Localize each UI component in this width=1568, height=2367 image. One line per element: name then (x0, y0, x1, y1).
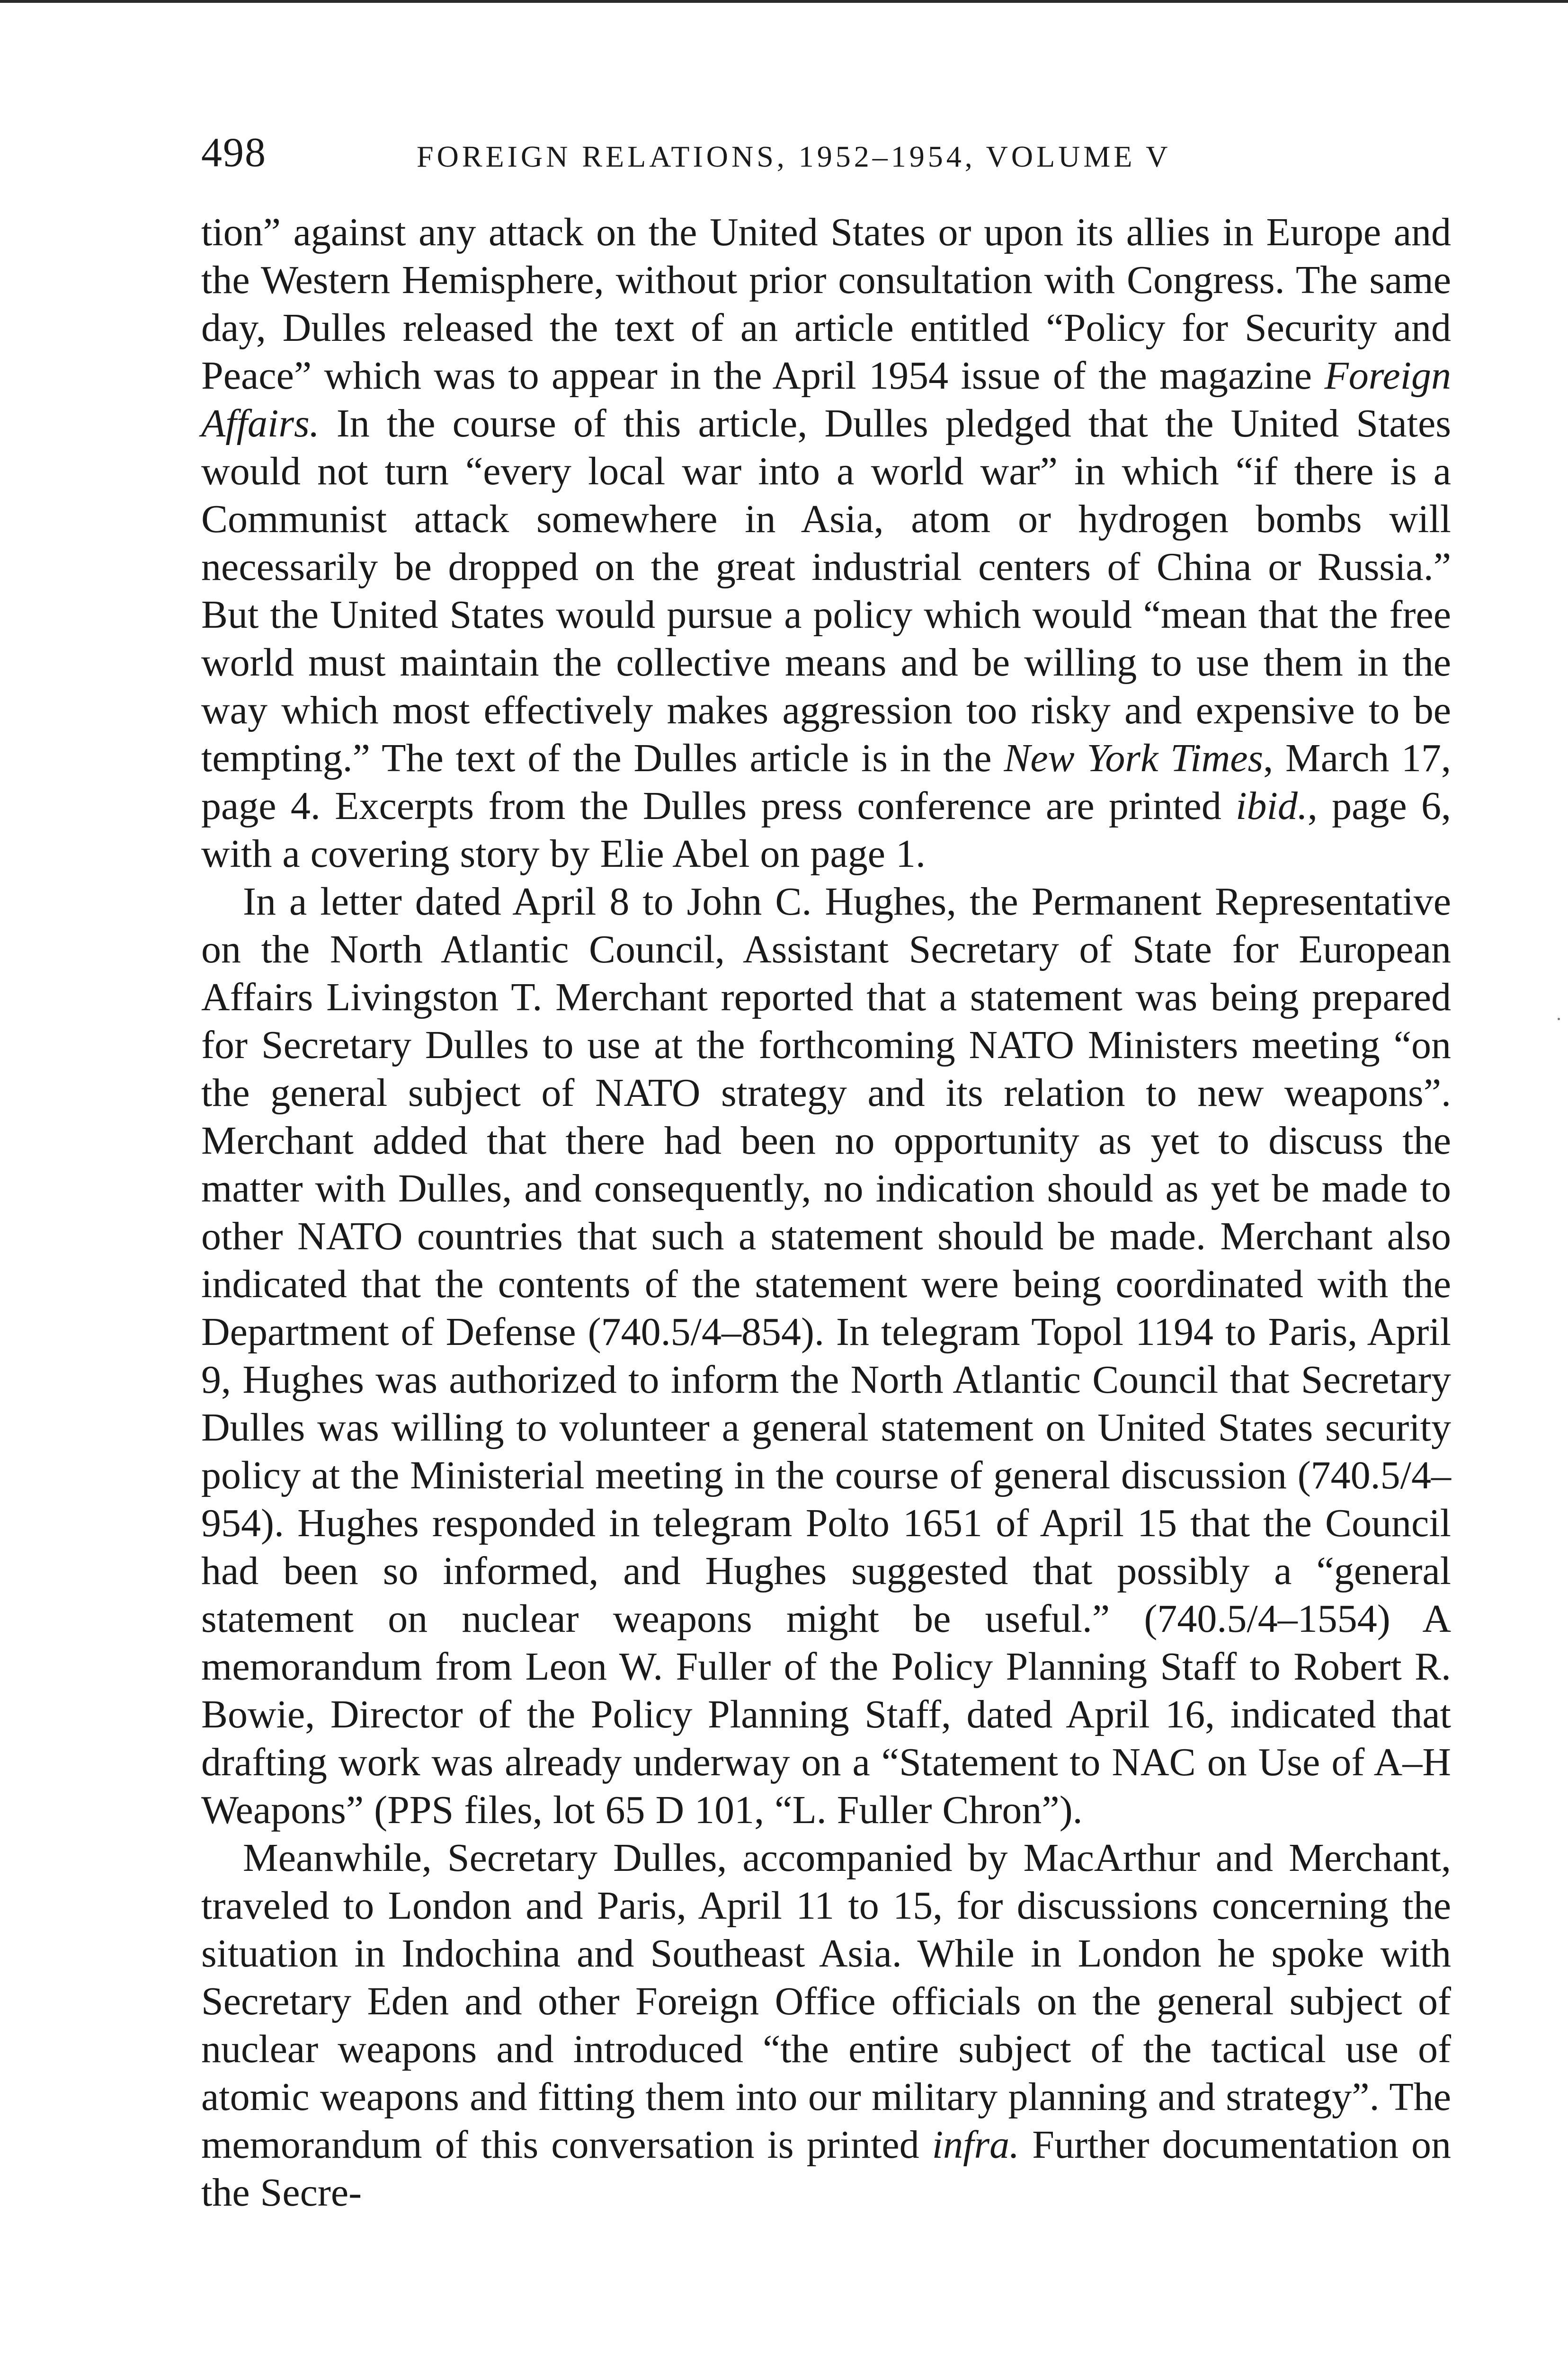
paragraph-1 (201, 208, 1451, 878)
paragraph-1-text-b: In the course of this article, Dulles pledged that the United States would not turn “every local war into a world war” in which “if there is a Communist attack somewhere in Asia, atom or hydrogen bombs will necessarily be dropped on the great industrial centers of China or Russia.” But the United States would pursue a policy which would “mean that the free world must maintain the collective means and be willing to use them in the way which most effectively makes aggression too risky and expensive to be tempting.” The text of the Dulles article is in the (201, 401, 1451, 780)
paragraph-3-text-a: Meanwhile, Secretary Dulles, accompanied by MacArthur and Merchant, traveled to London and Paris, April 11 to 15, for discussions concerning the situation in Indochina and Southeast Asia. While in London he spoke with Secretary Eden and other Foreign Office officials on the general subject of nuclear weapons and introduced “the entire subject of the tactical use of atomic weapons and fitting them into our military planning and strategy”. The memorandum of this conversation is printed (201, 1836, 1451, 2167)
scan-speck (1558, 1018, 1560, 1020)
paragraph-1-text-a: tion” against any attack on the United States or upon its allies in Europe and the Western Hemisphere, without prior consultation with Congress. The same day, Dulles released the text of an article entitled “Policy for Security and Peace” which was to appear in the April 1954 issue of the magazine (201, 210, 1451, 398)
foreign-affairs-title: Foreign Affairs. (201, 354, 1451, 445)
paragraph-3-text-b: Further documentation on the Secre- (201, 2123, 1452, 2215)
paragraph-2: In a letter dated April 8 to John C. Hughes, the Permanent Representative on the North Atlantic Council, Assistant Secretary of State for European Affairs Livingston T. Merchant reported that a statement was being prepared for Secretary Dulles to use at the forthcoming NATO Ministers meeting “on the general subject of NATO strategy and its relation to new weapons”. Merchant added that there had been no opportunity as yet to discuss the matter with Dulles, and consequently, no indication should as yet be made to other NATO countries that such a statement should be made. Merchant also indicated that the contents of the statement were being coordinated with the Department of Defense (740.5/4–854). In telegram Topol 1194 to Paris, April 9, Hughes was authorized to inform the North Atlantic Council that Secretary Dulles was willing to volunteer a general statement on United States security policy at the Ministerial meeting in the course of general discussion (740.5/4–954). Hughes responded in telegram Polto 1651 of April 15 that the Council had been so informed, and Hughes suggested that possibly a “general statement on nuclear weapons might be useful.” (740.5/4–1554) A memorandum from Leon W. Fuller of the Policy Planning Staff to Robert R. Bowie, Director of the Policy Planning Staff, dated April 16, indicated that drafting work was already underway on a “Statement to NAC on Use of A–H Weapons” (PPS files, lot 65 D 101, “L. Fuller Chron”). (201, 880, 1451, 1832)
infra-reference: infra. (932, 2123, 1020, 2167)
paragraph-1-text-c: , March 17, page 4. Excerpts from the Dulles press conference are printed (201, 736, 1451, 828)
running-title: FOREIGN RELATIONS, 1952–1954, VOLUME V (417, 140, 1171, 173)
new-york-times-title: New York Times (1004, 736, 1264, 780)
body-text (201, 208, 1451, 2216)
ibid-citation: ibid. (1236, 784, 1308, 828)
running-head (201, 127, 1451, 179)
scan-top-edge (0, 0, 1568, 3)
paragraph-1-text-d: , page 6, with a covering story by Elie Abel on page 1. (201, 784, 1451, 876)
paragraph-3 (201, 1834, 1451, 2216)
page-number: 498 (201, 130, 267, 176)
